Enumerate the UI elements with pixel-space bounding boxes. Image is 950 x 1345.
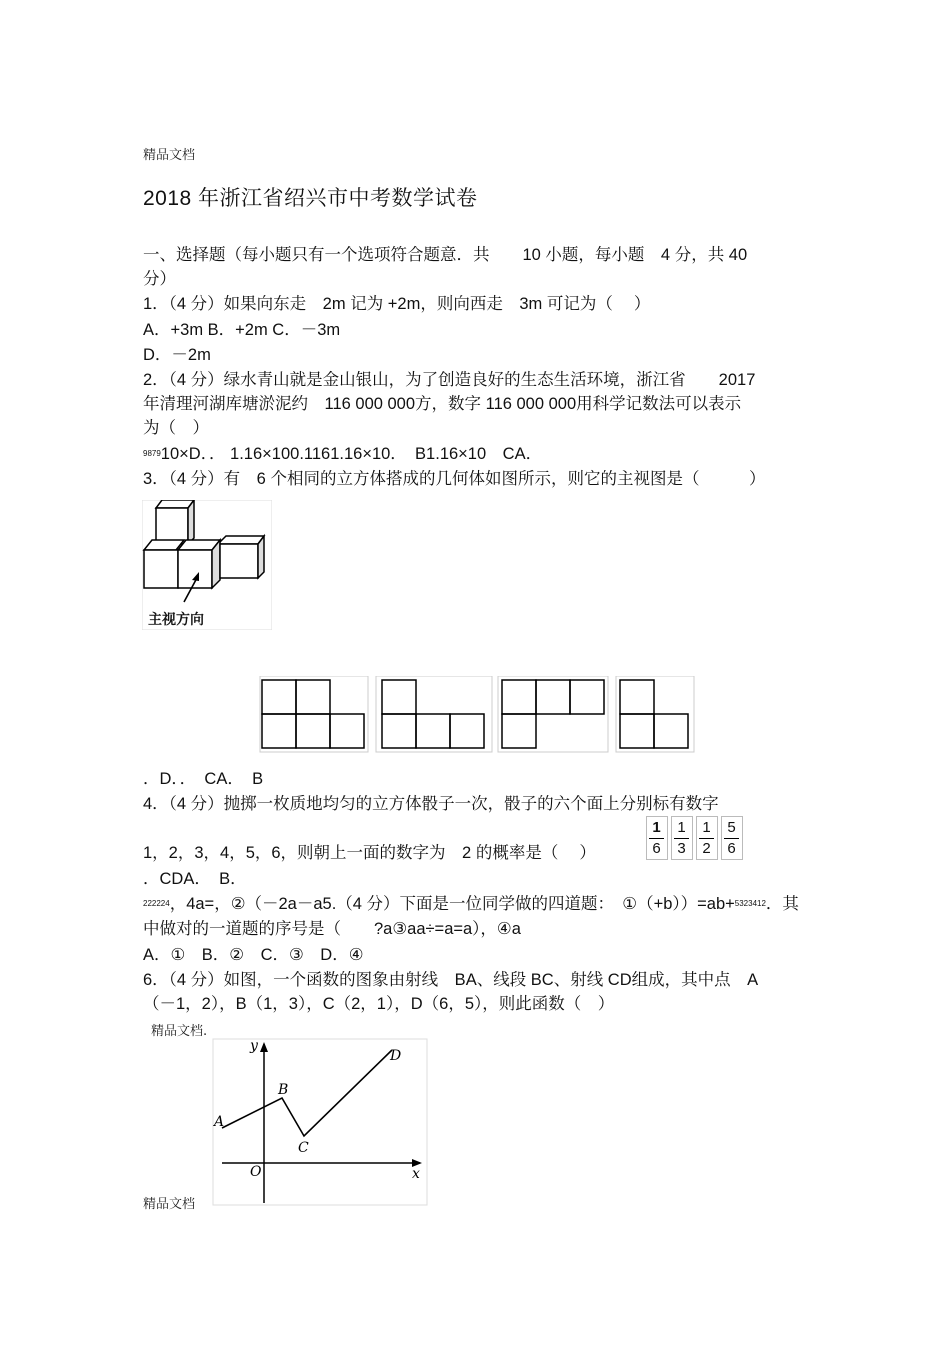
- section-heading-line2: 分）: [143, 270, 176, 288]
- question-1-options-a-c: A．+3m B．+2m C．－3m: [143, 321, 341, 339]
- footer-watermark: 精品文档: [143, 1197, 196, 1212]
- fraction-option-2: 1 3: [671, 816, 693, 860]
- graph-label-d: D: [390, 1048, 402, 1064]
- question-5-small-2: 5323412: [734, 899, 766, 908]
- question-6-line2: （－1，2），B（1，3），C（2，1），D（6，5），则此函数（ ）: [143, 995, 615, 1013]
- question-2-line3: 为（ ）: [143, 419, 209, 437]
- question-2-line1: 2．（4 分）绿水青山就是金山银山，为了创造良好的生态生活环境，浙江省 2017: [143, 371, 756, 389]
- question-2-options: [143, 442, 542, 466]
- question-5-line1-a: ，4a=，②（－2a－a5.（4 分）下面是一位同学做的四道题： ①（+b））=ab+: [169, 895, 735, 913]
- question-6-function-graph: [212, 1038, 430, 1208]
- figure-label-direction: 主视方向: [148, 612, 204, 628]
- header-watermark: 精品文档: [143, 148, 196, 163]
- question-2-options-small: 9879: [143, 449, 161, 458]
- view-option-2: [376, 676, 492, 752]
- graph-label-y: y: [250, 1038, 258, 1054]
- view-option-3: [498, 676, 608, 752]
- question-3-solid-figure: [142, 500, 272, 630]
- question-5-line1-b: ．其: [765, 895, 799, 913]
- fraction-option-4: 5 6: [721, 816, 743, 860]
- fraction-option-1: 1 6: [646, 816, 668, 860]
- question-5-small-1: 222224: [143, 899, 170, 908]
- question-1-option-d: D．－2m: [143, 346, 211, 364]
- question-3-option-views: [258, 676, 698, 754]
- page-title: 2018 年浙江省绍兴市中考数学试卷: [143, 187, 478, 210]
- header-watermark-mid: 精品文档.: [151, 1024, 208, 1039]
- question-2-line2: 年清理河湖库塘淤泥约 116 000 000方，数字 116 000 000用科学记数法可以表示: [143, 395, 742, 413]
- question-4-fraction-options: [646, 816, 742, 860]
- graph-label-c: C: [298, 1140, 309, 1156]
- fraction-option-3: 1 2: [696, 816, 718, 860]
- graph-label-origin: O: [250, 1164, 262, 1180]
- question-4-line2: 1，2，3，4，5，6，则朝上一面的数字为 2 的概率是（ ）: [143, 844, 596, 862]
- question-5-line2: 中做对的一道题的序号是（ ?a③aa÷=a=a），④a: [143, 920, 521, 938]
- graph-label-x: x: [412, 1166, 420, 1182]
- question-4-options: ．CDA． B．: [143, 870, 247, 888]
- section-heading-line1: 一、选择题（每小题只有一个选项符合题意．共 10 小题，每小题 4 分，共 40: [143, 246, 748, 264]
- view-option-4: [616, 676, 694, 752]
- question-6-line1: 6．（4 分）如图，一个函数的图象由射线 BA、线段 BC、射线 CD组成，其中点 A: [143, 971, 759, 989]
- question-4-line1: 4．（4 分）抛掷一枚质地均匀的立方体骰子一次，骰子的六个面上分别标有数字: [143, 795, 719, 813]
- view-option-1: [260, 676, 368, 752]
- question-5-options: A．① B．② C．③ D．④: [143, 946, 364, 964]
- graph-label-b: B: [278, 1082, 289, 1098]
- question-3-options: ．D．． CA． B: [143, 770, 264, 788]
- graph-label-a: A: [214, 1114, 225, 1130]
- question-1-stem: 1．（4 分）如果向东走 2m 记为 +2m，则向西走 3m 可记为（ ）: [143, 295, 651, 313]
- question-5-line1: [143, 892, 799, 916]
- question-3-stem: 3．（4 分）有 6 个相同的立方体搭成的几何体如图所示，则它的主视图是（ ）: [143, 470, 766, 488]
- question-2-options-text: 10×D．． 1.16×100.1161.16×10． B1.16×10 CA．: [160, 445, 543, 463]
